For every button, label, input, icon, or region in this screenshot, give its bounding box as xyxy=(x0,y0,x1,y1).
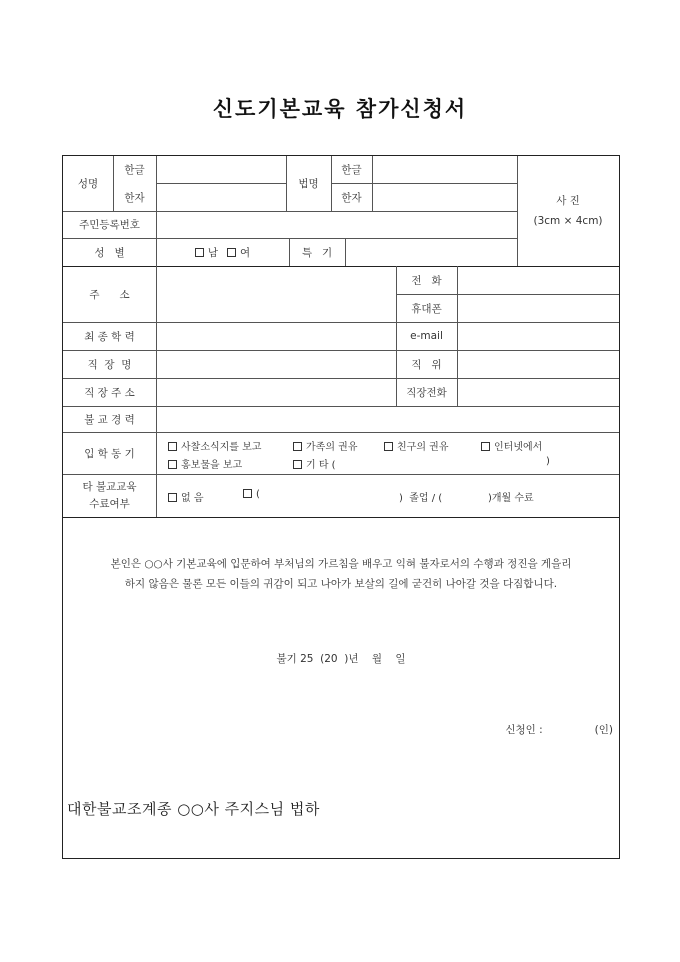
label-mobile: 휴대폰 xyxy=(411,302,442,315)
label-workplace: 직 장 명 xyxy=(87,358,132,371)
mobile-field[interactable] xyxy=(458,295,618,321)
other-edu-yes-checkbox[interactable] xyxy=(243,489,260,500)
motivation-other-label: 기 타 ( xyxy=(306,460,336,471)
motivation-internet-label: 인터넷에서 xyxy=(494,442,543,453)
position-field[interactable] xyxy=(458,351,618,377)
other-edu-graduated-label: ) 졸업 / ( xyxy=(399,493,443,504)
motivation-other-close: ) xyxy=(546,456,550,467)
name-hangul-field[interactable] xyxy=(157,157,285,183)
form-title: 신도기본교육 참가신청서 xyxy=(212,97,468,121)
label-gender: 성 별 xyxy=(94,246,125,259)
applicant-signature[interactable] xyxy=(505,722,613,737)
label-work-phone: 직장전화 xyxy=(406,386,447,399)
addressee: 대한불교조계종 ○○사 주지스님 법하 xyxy=(67,800,320,818)
label-other-education xyxy=(63,474,156,517)
photo-size: (3cm × 4cm) xyxy=(533,215,603,227)
pledge-text xyxy=(63,554,619,594)
motivation-temple-news-label: 사찰소식지를 보고 xyxy=(181,442,262,453)
address-field[interactable] xyxy=(157,267,395,321)
label-name: 성명 xyxy=(77,178,99,190)
application-form xyxy=(62,155,620,859)
label-dharma-name: 법명 xyxy=(298,178,319,190)
gender-options xyxy=(156,238,289,266)
work-phone-field[interactable] xyxy=(458,379,618,405)
applicant-label: 신청인 : xyxy=(505,724,543,736)
gender-female-checkbox[interactable] xyxy=(227,245,250,260)
label-work-address: 직 장 주 소 xyxy=(84,386,135,399)
label-position: 직 위 xyxy=(411,358,442,371)
motivation-brochure-checkbox[interactable] xyxy=(168,456,242,471)
work-address-field[interactable] xyxy=(157,379,395,405)
applicant-seal: (인) xyxy=(594,724,613,736)
gender-male-checkbox[interactable] xyxy=(195,245,218,260)
other-edu-open-paren: ( xyxy=(256,489,260,500)
gender-male-label: 남 xyxy=(207,246,218,259)
resident-number-field[interactable] xyxy=(157,212,516,238)
buddhist-career-field[interactable] xyxy=(157,407,618,431)
label-buddhist-career: 불 교 경 력 xyxy=(84,413,135,426)
pledge-line-2: 하지 않음은 물론 모든 이들의 귀감이 되고 나아가 보살의 길에 굳건히 나아갈 것을 다짐합니다. xyxy=(124,578,558,590)
motivation-brochure-label: 홍보물을 보고 xyxy=(181,460,243,471)
label-dharma-hangul: 한글 xyxy=(341,164,362,176)
label-email: e-mail xyxy=(410,330,443,342)
label-name-hangul: 한글 xyxy=(124,164,145,176)
phone-field[interactable] xyxy=(458,267,618,293)
photo-box[interactable] xyxy=(517,156,619,266)
name-hanja-field[interactable] xyxy=(157,184,285,210)
other-edu-months-label: )개월 수료 xyxy=(488,493,534,504)
label-phone: 전 화 xyxy=(411,274,442,287)
label-resident-number: 주민등록번호 xyxy=(79,219,140,231)
photo-label: 사 진 xyxy=(556,195,580,207)
special-skill-field[interactable] xyxy=(346,239,516,265)
label-other-education-line2: 수료여부 xyxy=(89,497,130,510)
label-education: 최 종 학 력 xyxy=(84,330,135,343)
motivation-friend-label: 친구의 권유 xyxy=(397,442,449,453)
label-other-education-line1: 타 불교교육 xyxy=(82,480,137,493)
education-field[interactable] xyxy=(157,323,395,349)
motivation-friend-checkbox[interactable] xyxy=(384,438,448,453)
label-name-hanja: 한자 xyxy=(124,191,145,204)
label-special-skill: 특 기 xyxy=(301,246,333,259)
motivation-family-label: 가족의 권유 xyxy=(306,442,358,453)
label-address: 주 소 xyxy=(89,288,130,301)
other-edu-none-checkbox[interactable] xyxy=(168,489,204,504)
motivation-family-checkbox[interactable] xyxy=(293,438,357,453)
other-edu-none-label: 없 음 xyxy=(181,493,204,504)
workplace-field[interactable] xyxy=(157,351,395,377)
label-motivation: 입 학 동 기 xyxy=(84,447,135,460)
date-line: 불기 25 (20 )년 월 일 xyxy=(276,653,406,665)
dharma-hanja-field[interactable] xyxy=(373,184,516,210)
email-field[interactable] xyxy=(458,323,618,349)
pledge-line-1: 본인은 ○○사 기본교육에 입문하여 부처님의 가르침을 배우고 익혀 불자로서의 수행과 정진을 게을리 xyxy=(110,558,572,570)
motivation-other-checkbox[interactable] xyxy=(293,456,336,471)
label-dharma-hanja: 한자 xyxy=(341,191,362,204)
motivation-temple-news-checkbox[interactable] xyxy=(168,438,261,453)
motivation-internet-checkbox[interactable] xyxy=(481,438,542,453)
dharma-hangul-field[interactable] xyxy=(373,157,516,183)
gender-female-label: 여 xyxy=(240,246,251,259)
